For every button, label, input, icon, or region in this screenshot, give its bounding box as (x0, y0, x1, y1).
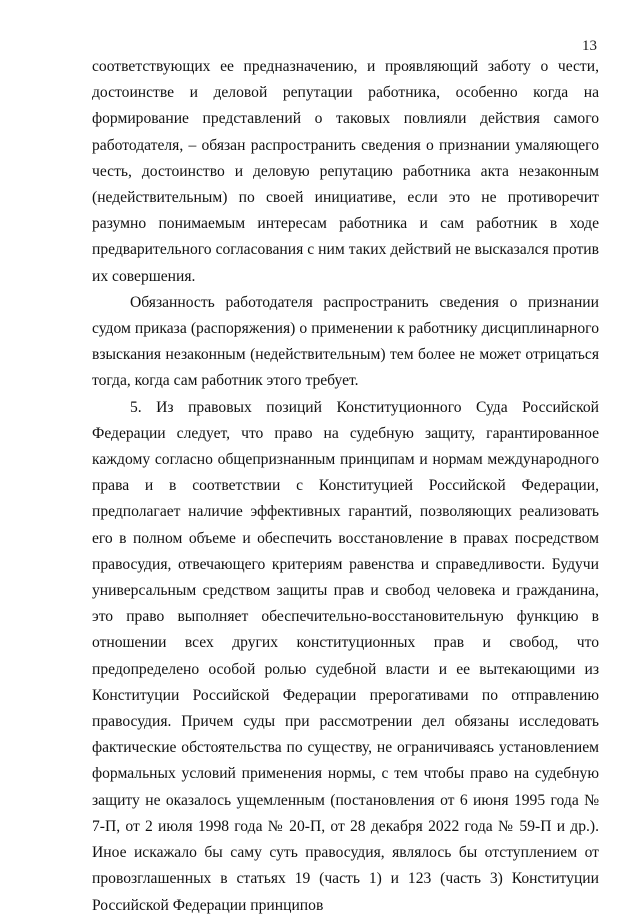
paragraph-continuation: соответствующих ее предназначению, и проявляющий заботу о чести, достоинстве и деловой репутации работника, особенно когда на формирование представлений о таковых повлияли действия самого работодателя, – обязан распространить сведения о признании умаляющего честь, достоинство и деловую репутацию работника акта незаконным (недействительным) по своей инициативе, если это не противоречит разумно понимаемым интересам работника и сам работник в ходе предварительного согласования с ним таких действий не высказался против их совершения. (92, 58, 599, 285)
document-body (92, 54, 599, 919)
page-number: 13 (582, 38, 597, 54)
paragraph-section-5: 5. Из правовых позиций Конституционного Суда Российской Федерации следует, что право на судебную защиту, гарантированное каждому согласно общепризнанным принципам и нормам международного права и в соответствии с Конституцией Российской Федерации, предполагает наличие эффективных гарантий, позволяющих реализовать его в полном объеме и обеспечить восстановление в правах посредством правосудия, отвечающего критериям равенства и справедливости. Будучи универсальным средством защиты прав и свобод человека и гражданина, это право выполняет обеспечительно-восстановительную функцию в отношении всех других конституционных прав и свобод, что предопределено особой ролью судебной власти и ее вытекающими из Конституции Российской Федерации прерогативами по отправлению правосудия. Причем суды при рассмотрении дел обязаны исследовать фактические обстоятельства по существу, не ограничиваясь установлением формальных условий применения нормы, с тем чтобы право на судебную защиту не оказалось ущемленным (постановления от 6 июня 1995 года № 7-П, от 2 июля 1998 года № 20-П, от 28 декабря 2022 года № 59-П и др.). Иное искажало бы саму суть правосудия, являлось бы отступлением от провозглашенных в статьях 19 (часть 1) и 123 (часть 3) Конституции Российской Федерации принципов (92, 398, 599, 914)
paragraph-employer-obligation: Обязанность работодателя распространить сведения о признании судом приказа (распоряжения) о применении к работнику дисциплинарного взыскания незаконным (недействительным) тем более не может отрицаться тогда, когда сам работник этого требует. (92, 293, 599, 390)
